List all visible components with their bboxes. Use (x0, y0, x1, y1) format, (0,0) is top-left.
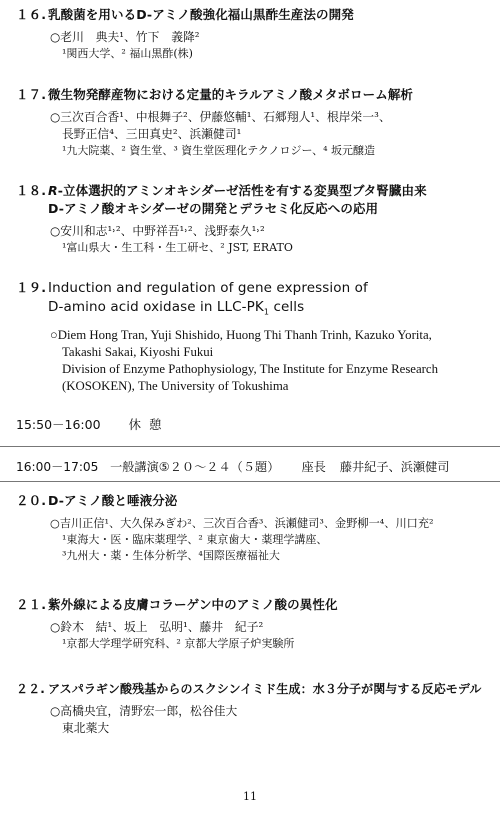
entry-title (16, 86, 486, 104)
author-line: ○鈴木 結¹、坂上 弘明¹、藤井 紀子² (50, 620, 264, 634)
entry-authors (16, 703, 486, 737)
session-name: 一般講演⑤２０～２４（５題） (110, 460, 280, 474)
entry-number: ２１. (16, 597, 47, 612)
author-line: ○三次百合香¹、中根舞子²、伊藤悠輔¹、石郷翔人¹、根岸栄一³、 (50, 110, 391, 124)
entry-title-text: 微生物発酵産物における定量的キラルアミノ酸メタボローム解析 (48, 87, 414, 102)
entry-title-text: 乳酸菌を用いるD-アミノ酸強化福山黒酢生産法の開発 (48, 7, 354, 22)
author-line: ○Diem Hong Tran, Yuji Shishido, Huong Thi Thanh Trinh, Kazuko Yorita, (50, 327, 432, 342)
entry-authors (16, 29, 486, 46)
entry-title (16, 182, 486, 218)
entry-title (16, 492, 486, 510)
entry-title-continued-tail: cells (269, 299, 305, 315)
entry-affiliation: ¹九大院薬、² 資生堂、³ 資生堂医理化テクノロジー、⁴ 坂元醸造 (62, 144, 376, 157)
entry-authors (16, 619, 486, 636)
affiliation-line: ¹東海大・医・臨床薬理学、² 東京歯大・薬理学講座、 (62, 533, 328, 546)
entry-number: ２２. (16, 682, 45, 696)
entry-title-continued: D-アミノ酸オキシダーゼの開発とデラセミ化反応への応用 (48, 201, 379, 216)
entry-title (16, 6, 486, 24)
entry-title (16, 278, 486, 322)
session-bottom-rule (0, 481, 500, 482)
entry-authors (16, 109, 486, 143)
entry-title-continued (16, 298, 486, 322)
entry-number: ２０. (16, 493, 47, 508)
affiliation-line: ³九州大・薬・生体分析学、⁴国際医療福祉大 (62, 549, 280, 562)
abstract-entry-16 (16, 6, 486, 62)
entry-number: １８. (16, 183, 47, 198)
session-chair-label: 座長 (301, 460, 326, 474)
entry-title-text: D-アミノ酸と唾液分泌 (48, 493, 178, 508)
entry-number: １７. (16, 87, 47, 102)
entry-affiliation (16, 361, 486, 395)
entry-authors (16, 327, 486, 361)
affiliation-line: (KOSOKEN), The University of Tokushima (62, 378, 289, 393)
entry-number: １６. (16, 7, 47, 22)
entry-title-italic: R (48, 183, 58, 198)
entry-affiliation: ¹富山県大・生工科・生工研セ、² JST, ERATO (62, 241, 293, 254)
session-chairs: 藤井紀子、浜瀬健司 (339, 460, 450, 474)
entry-title-continued-text: D-amino acid oxidase in LLC-PK (48, 299, 264, 315)
abstract-entry-19 (16, 278, 486, 395)
break-slot (16, 415, 170, 433)
entry-title-text: Induction and regulation of gene expression of (48, 280, 368, 296)
entry-title-text: アスパラギン酸残基からのスクシンイミド生成：水３分子が関与する反応モデル (48, 682, 482, 696)
author-line: ○高橋央宜，清野宏一郎，松谷佳大 (50, 704, 238, 718)
author-line: Takashi Sakai, Kiyoshi Fukui (62, 344, 214, 359)
author-line: ○吉川正信¹、大久保みぎわ²、三次百合香³、浜瀬健司³、金野柳一⁴、川口充² (50, 517, 434, 530)
entry-affiliation: ¹京都大学理学研究科、² 京都大学原子炉実験所 (62, 637, 295, 650)
entry-title (16, 596, 486, 614)
page-number: 11 (243, 790, 257, 803)
affiliation-line: Division of Enzyme Pathophysiology, The Institute for Enzyme Research (62, 361, 439, 376)
abstract-entry-17 (16, 86, 486, 159)
entry-affiliation (16, 532, 486, 564)
author-line: ○老川 典夫¹、竹下 義降² (50, 30, 200, 44)
entry-title-text: 紫外線による皮膚コラーゲン中のアミノ酸の異性化 (48, 597, 338, 612)
entry-title (16, 680, 486, 698)
break-label: 休憩 (128, 417, 170, 432)
affiliation-line: 東北薬大 (62, 721, 110, 735)
entry-number: １９. (16, 280, 47, 295)
session-top-rule (0, 446, 500, 447)
break-time: 15:50－16:00 (16, 417, 101, 432)
author-line: ○安川和志¹˒²、中野祥吾¹˒²、浅野泰久¹˒² (50, 224, 265, 238)
subscript: 1 (263, 307, 270, 317)
abstract-entry-21 (16, 596, 486, 652)
session-header (16, 458, 490, 475)
entry-title-text: -立体選択的アミンオキシダーゼ活性を有する変異型ブタ腎臓由来 (57, 183, 427, 198)
entry-authors (16, 223, 486, 240)
abstract-entry-20 (16, 492, 486, 564)
abstract-entry-18 (16, 182, 486, 256)
entry-authors (16, 515, 486, 532)
abstract-entry-22 (16, 680, 486, 737)
session-time: 16:00－17:05 (16, 460, 99, 474)
entry-affiliation: ¹関西大学、² 福山黒酢(株) (62, 47, 193, 60)
author-line: 長野正信⁴、三田真史²、浜瀬健司¹ (62, 127, 242, 141)
